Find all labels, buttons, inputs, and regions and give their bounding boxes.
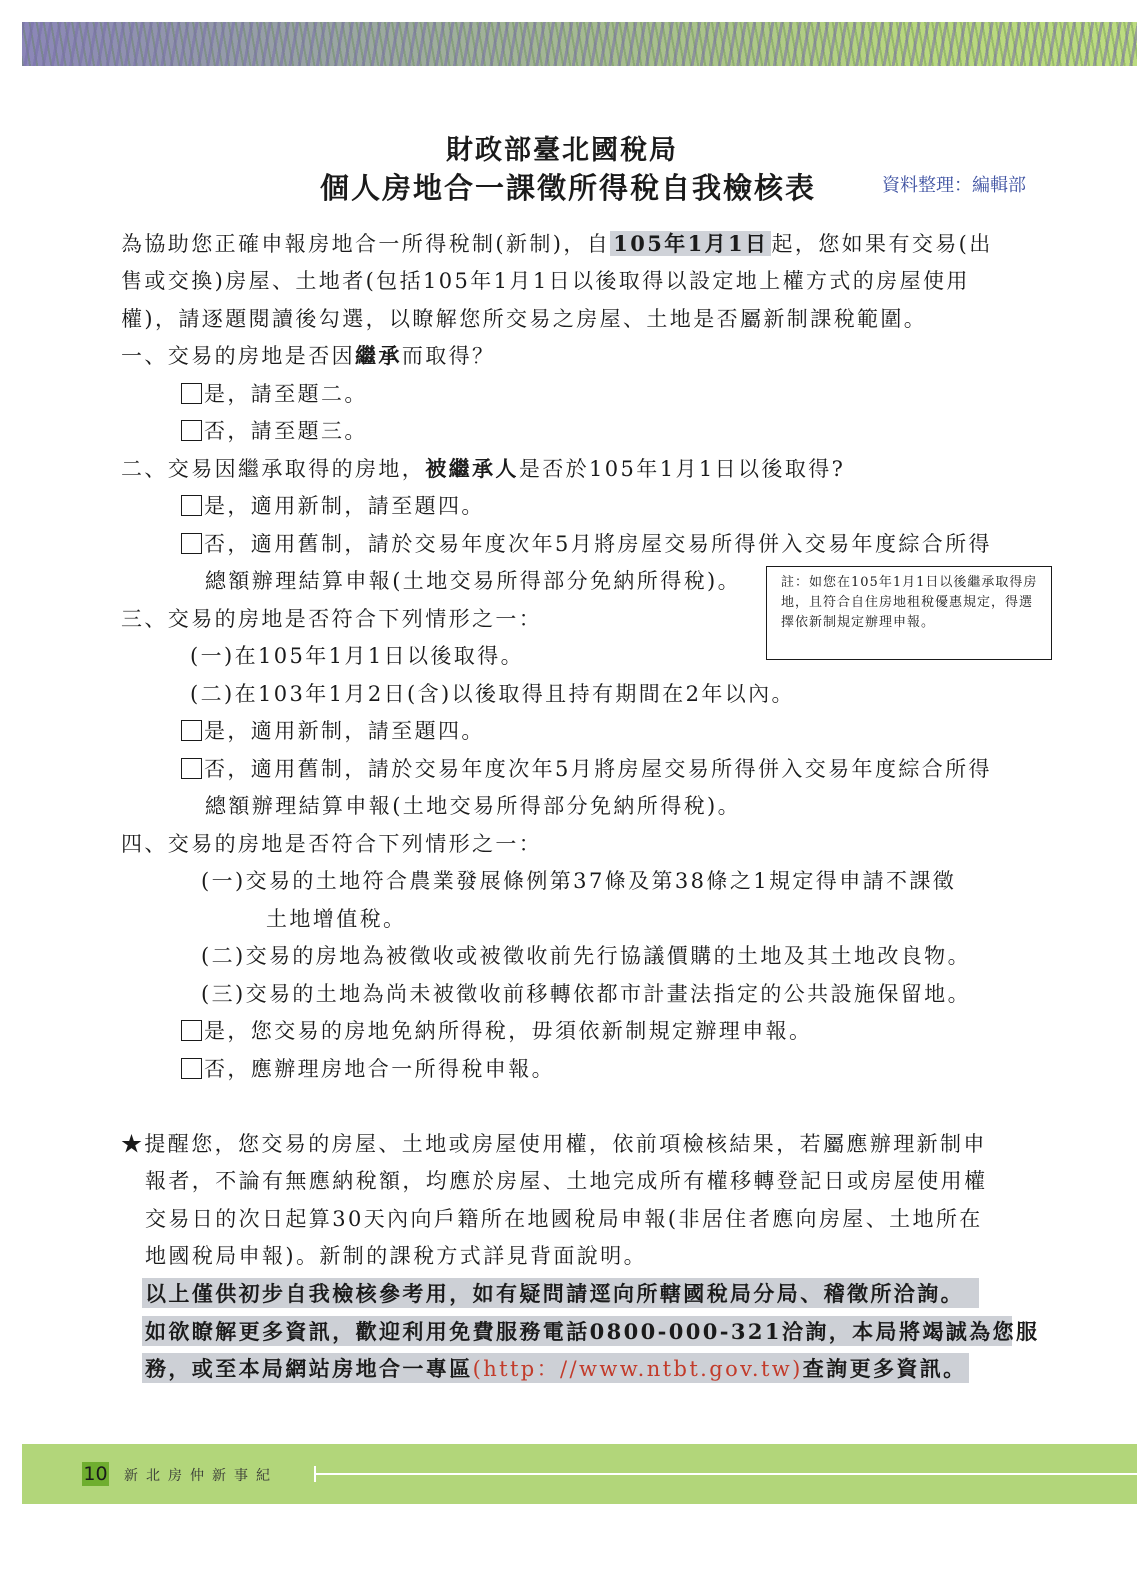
question-4: 四、交易的房地是否符合下列情形之一： (121, 832, 543, 856)
checkbox[interactable] (181, 383, 202, 404)
checkbox[interactable] (181, 1020, 202, 1041)
question-3: 三、交易的房地是否符合下列情形之一： (121, 607, 543, 631)
footer-band (22, 1444, 1137, 1504)
reminder-line-5: 以上僅供初步自我檢核參考用，如有疑問請逕向所轄國稅局分局、稽徵所洽詢。 (145, 1281, 964, 1306)
page-number: 10 (83, 1463, 108, 1485)
top-decorative-banner (22, 22, 1137, 66)
q4-condition-3: (三)交易的土地為尚未被徵收前移轉依都市計畫法指定的公共設施保留地。 (201, 982, 971, 1006)
checkbox[interactable] (181, 420, 202, 441)
agency-title: 財政部臺北國稅局 (446, 135, 678, 166)
reminder-line-3: 交易日的次日起算30天內向戶籍所在地國稅局申報(非居住者應向房屋、土地所在 (145, 1207, 983, 1231)
byline: 資料整理：編輯部 (882, 175, 1026, 196)
inheritance-note-box: 註：如您在105年1月1日以後繼承取得房地，且符合自住房地租稅優惠規定，得選擇依新制規定辦理申報。 (766, 566, 1052, 660)
checkbox[interactable] (181, 1058, 202, 1079)
checkbox[interactable] (181, 758, 202, 779)
q3-condition-2: (二)在103年1月2日(含)以後取得且持有期間在2年以內。 (190, 682, 795, 706)
q4-condition-1: (一)交易的土地符合農業發展條例第37條及第38條之1規定得申請不課徵 (201, 869, 957, 893)
q2-option-no-cont: 總額辦理結算申報(土地交易所得部分免納所得稅)。 (205, 569, 741, 593)
reminder-line-2: 報者，不論有無應納稅額，均應於房屋、土地完成所有權移轉登記日或房屋使用權 (145, 1169, 988, 1193)
checkbox[interactable] (181, 533, 202, 554)
question-2: 二、交易因繼承取得的房地，被繼承人是否於105年1月1日以後取得? (121, 456, 846, 481)
q4-condition-1-cont: 土地增值稅。 (266, 907, 407, 931)
intro-line-3: 權)，請逐題閱讀後勾選，以瞭解您所交易之房屋、土地是否屬新制課稅範圍。 (121, 307, 928, 331)
reminder-line-1: ★提醒您，您交易的房屋、土地或房屋使用權，依前項檢核結果，若屬應辦理新制申 (121, 1132, 987, 1156)
q2-option-no[interactable]: 否，適用舊制，請於交易年度次年5月將房屋交易所得併入交易年度綜合所得 (181, 530, 992, 558)
q3-option-no[interactable]: 否，適用舊制，請於交易年度次年5月將房屋交易所得併入交易年度綜合所得 (181, 755, 992, 783)
footer-rule (314, 1473, 1137, 1475)
reminder-line-4: 地國稅局申報)。新制的課稅方式詳見背面說明。 (145, 1244, 647, 1268)
q4-option-no[interactable]: 否，應辦理房地合一所得稅申報。 (181, 1055, 555, 1083)
q2-option-yes[interactable]: 是，適用新制，請至題四。 (181, 492, 485, 520)
q3-condition-1: (一)在105年1月1日以後取得。 (190, 644, 524, 668)
q3-option-no-cont: 總額辦理結算申報(土地交易所得部分免納所得稅)。 (205, 794, 741, 818)
publication-title: 新北房仲新事紀 (124, 1468, 278, 1484)
intro-line-2: 售或交換)房屋、土地者(包括105年1月1日以後取得以設定地上權方式的房屋使用 (121, 269, 970, 293)
effective-date: 105年1月1日 (610, 231, 771, 256)
q1-option-yes[interactable]: 是，請至題二。 (181, 380, 368, 408)
q4-option-yes[interactable]: 是，您交易的房地免納所得稅，毋須依新制規定辦理申報。 (181, 1017, 812, 1045)
reminder-line-7: 務，或至本局網站房地合一專區(http：//www.ntbt.gov.tw)查詢更多資訊。 (145, 1356, 967, 1381)
checkbox[interactable] (181, 720, 202, 741)
checkbox[interactable] (181, 495, 202, 516)
intro-line-1: 為協助您正確申報房地合一所得稅制(新制)，自 105年1月1日 起，您如果有交易(出 (121, 231, 993, 256)
question-1: 一、交易的房地是否因繼承而取得？ (121, 343, 496, 368)
q1-option-no[interactable]: 否，請至題三。 (181, 417, 368, 445)
q4-condition-2: (二)交易的房地為被徵收或被徵收前先行協議價購的土地及其土地改良物。 (201, 944, 971, 968)
form-title: 個人房地合一課徵所得稅自我檢核表 (320, 171, 817, 205)
reminder-line-6: 如欲瞭解更多資訊，歡迎利用免費服務電話0800-000-321洽詢，本局將竭誠為您服 (145, 1319, 1040, 1344)
website-link[interactable]: (http：//www.ntbt.gov.tw) (472, 1357, 803, 1381)
q3-option-yes[interactable]: 是，適用新制，請至題四。 (181, 717, 485, 745)
